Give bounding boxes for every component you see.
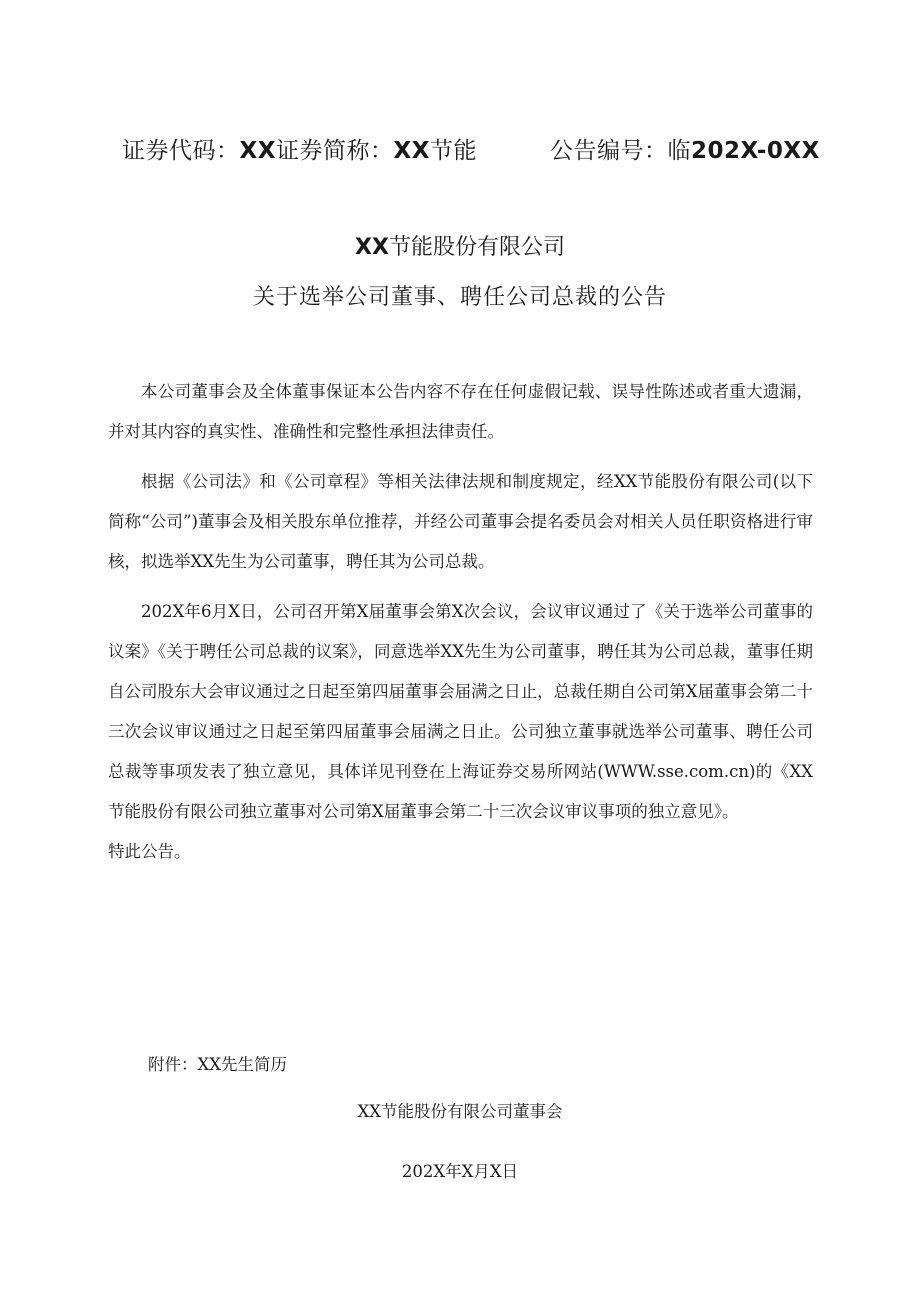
- body-paragraph-3: 202X年6月X日，公司召开第X届董事会第X次会议，会议审议通过了《关于选举公司董事的议案》《关于聘任公司总裁的议案》，同意选举XX先生为公司董事，聘任其为公司总裁，董事任期自公司股东大会审议通过之日起至第四届董事会届满之日止，总裁任期自公司第X届董事会第二十三次会议审议通过之日起至第四届董事会届满之日止。公司独立董事就选举公司董事、聘任公司总裁等事项发表了独立意见，具体详见刊登在上海证券交易所网站(WWW.sse.com.cn)的《XX节能股份有限公司独立董事对公司第X届董事会第二十三次会议审议事项的独立意见》。: [108, 602, 813, 821]
- notice-number: [550, 132, 820, 165]
- stock-name-label: 证券简称：: [275, 138, 394, 164]
- closing-statement: 特此公告。: [108, 842, 191, 861]
- announcement-body: [108, 372, 813, 882]
- notice-number-label: 公告编号：临: [550, 138, 691, 164]
- stock-info: [122, 132, 477, 165]
- company-title-name: 节能股份有限公司: [388, 235, 565, 260]
- notice-number-value: 202X-0XX: [691, 138, 820, 164]
- stock-name-suffix: 节能: [429, 138, 477, 164]
- company-title: [0, 230, 920, 261]
- announcement-subject: 关于选举公司董事、聘任公司总裁的公告: [252, 285, 667, 310]
- stock-name-value: XX: [393, 138, 430, 164]
- attachment-note: 附件：XX先生简历: [148, 1055, 287, 1074]
- company-title-prefix: XX: [355, 235, 389, 260]
- stock-code-label: 证券代码：: [122, 138, 240, 164]
- announcement-header: [122, 132, 822, 168]
- signature-organization: XX节能股份有限公司董事会: [357, 1102, 563, 1121]
- signature-date: 202X年X月X日: [401, 1162, 519, 1181]
- body-paragraph-1: 本公司董事会及全体董事保证本公告内容不存在任何虚假记载、误导性陈述或者重大遗漏，并对其内容的真实性、准确性和完整性承担法律责任。: [108, 382, 813, 441]
- body-paragraph-2: 根据《公司法》和《公司章程》等相关法律法规和制度规定，经XX节能股份有限公司(以下简称“公司”)董事会及相关股东单位推荐，并经公司董事会提名委员会对相关人员任职资格进行审核，拟选举XX先生为公司董事，聘任其为公司总裁。: [108, 472, 813, 571]
- stock-code-value: XX: [239, 138, 276, 164]
